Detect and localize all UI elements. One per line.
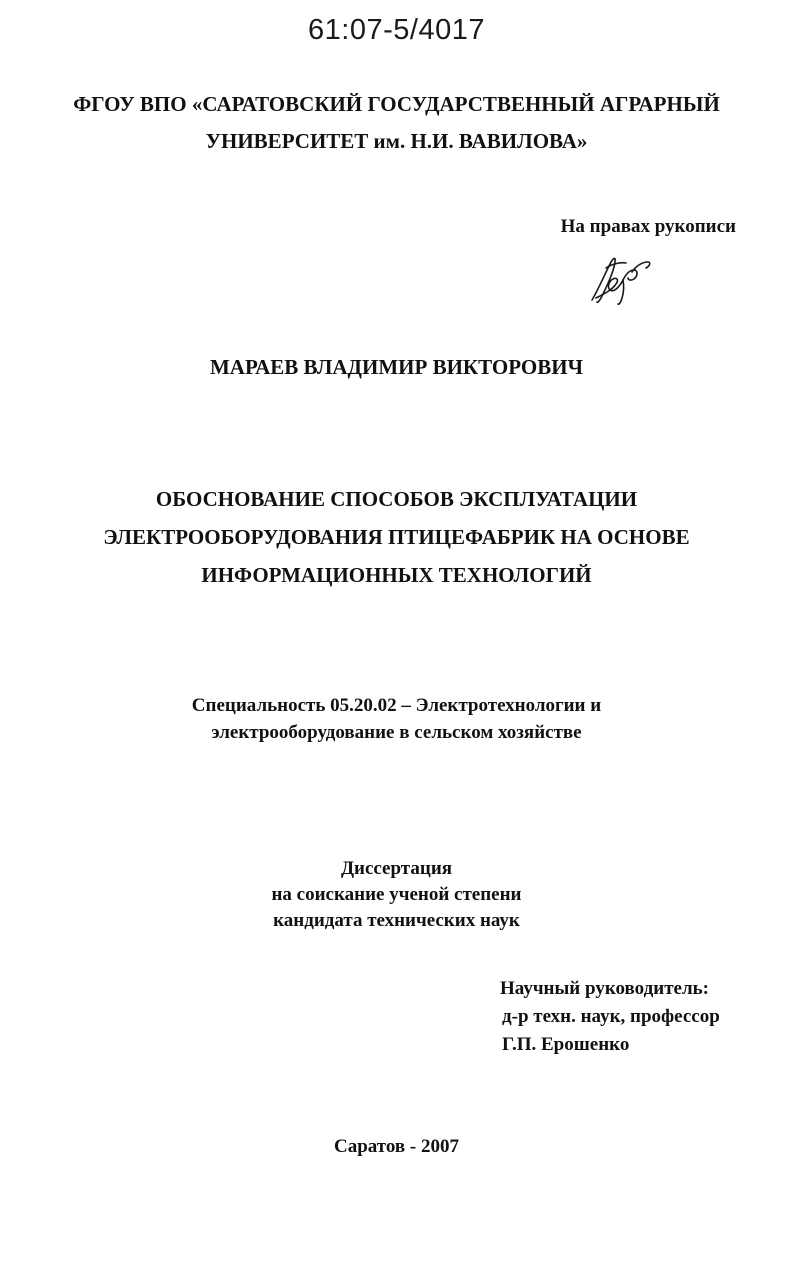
- degree-line-2: на соискание ученой степени: [271, 884, 522, 905]
- degree-line-3: кандидата технических наук: [273, 910, 520, 931]
- specialty-block: [0, 692, 793, 746]
- title-line-1: ОБОСНОВАНИЕ СПОСОБОВ ЭКСПЛУАТАЦИИ: [155, 487, 638, 511]
- manuscript-rights-note: На правах рукописи: [560, 216, 736, 237]
- supervisor-block: [500, 975, 720, 1059]
- title-line-2: ЭЛЕКТРООБОРУДОВАНИЯ ПТИЦЕФАБРИК НА ОСНОВЕ: [103, 525, 690, 549]
- dissertation-title: [0, 480, 793, 594]
- institution-line-1: ФГОУ ВПО «САРАТОВСКИЙ ГОСУДАРСТВЕННЫЙ АГРАРНЫЙ: [73, 92, 720, 116]
- institution-line-2: УНИВЕРСИТЕТ им. Н.И. ВАВИЛОВА»: [205, 129, 588, 153]
- specialty-line-1: Специальность 05.20.02 – Электротехнологии и: [191, 695, 602, 716]
- degree-line-1: Диссертация: [340, 858, 453, 879]
- supervisor-label: Научный руководитель:: [500, 978, 709, 999]
- signature-icon: [588, 250, 654, 308]
- archive-stamp: 61:07-5/4017: [308, 14, 485, 46]
- author-name: МАРАЕВ ВЛАДИМИР ВИКТОРОВИЧ: [209, 355, 584, 379]
- supervisor-credentials: д-р техн. наук, профессор: [502, 1006, 720, 1027]
- specialty-line-2: электрооборудование в сельском хозяйстве: [211, 722, 582, 743]
- supervisor-name: Г.П. Ерошенко: [502, 1034, 630, 1055]
- city-year: Саратов - 2007: [334, 1136, 459, 1157]
- institution-name: [0, 86, 793, 160]
- degree-block: [0, 856, 793, 934]
- title-line-3: ИНФОРМАЦИОННЫХ ТЕХНОЛОГИЙ: [201, 563, 592, 587]
